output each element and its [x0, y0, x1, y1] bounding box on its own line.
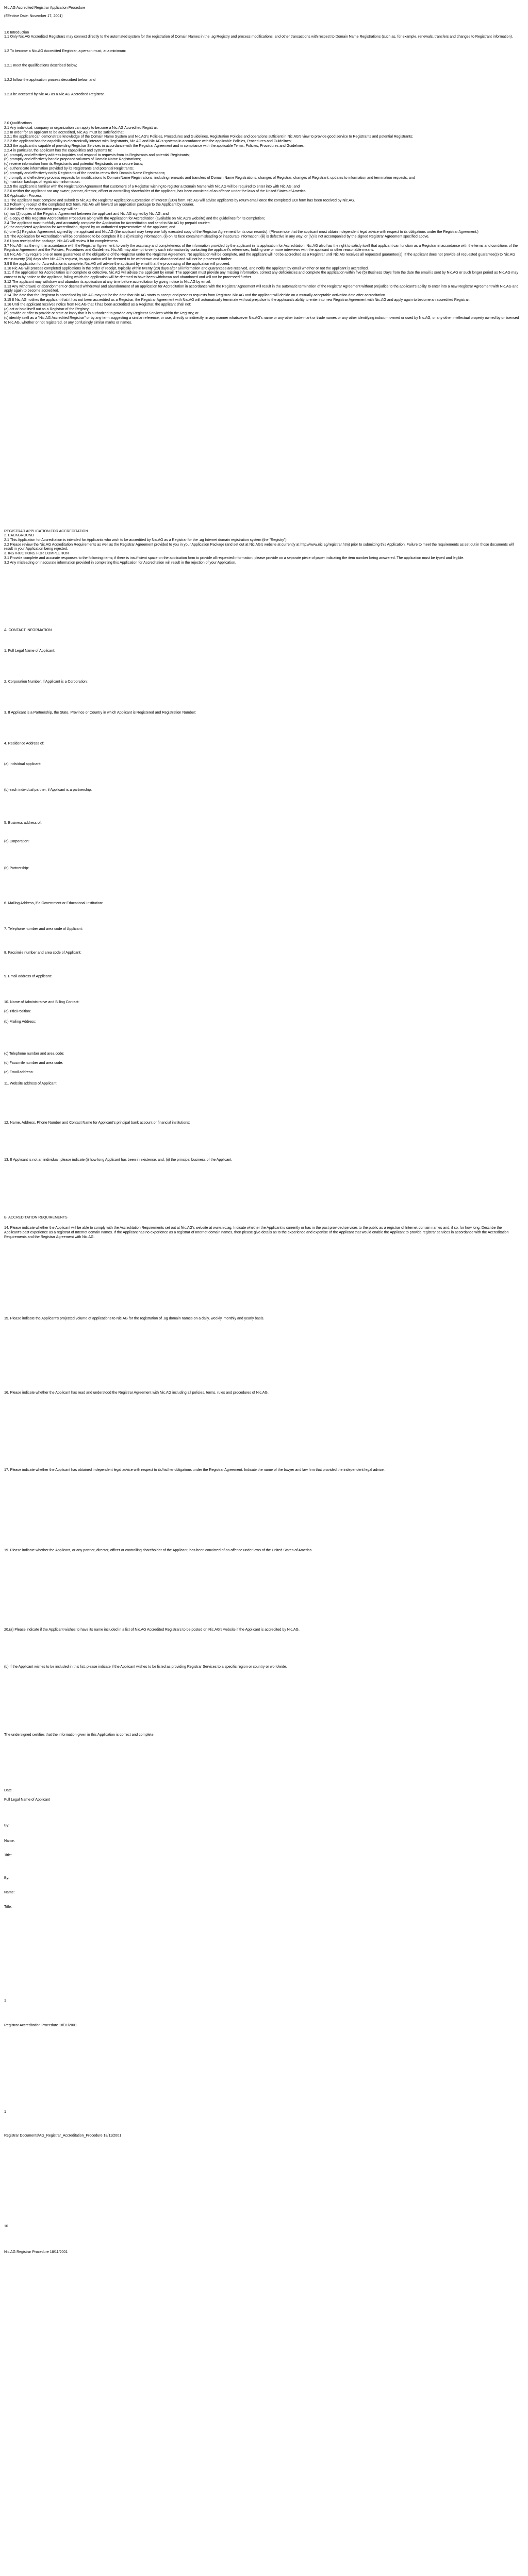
field-telephone: 7. Telephone number and area code of Applicant:: [4, 927, 83, 931]
field-admin-facsimile: (d) Facsimile number and area code:: [4, 1061, 63, 1065]
certification-legal-name: Full Legal Name of Applicant: [4, 1798, 51, 1802]
certification-date: Date: [4, 1789, 12, 1792]
certification-statement: The undersigned certifies that the information given in this Application is correct and complete.: [4, 1733, 155, 1737]
contact-heading: A. CONTACT INFORMATION: [4, 629, 52, 632]
qualifications-section: 2.0 Qualifications 2.1 Any individual, company or organization can apply to become a Nic.AG Accredited Registrar. 2.2 In order for an applicant to be accredited, Nic.AG must be satisfied that: 2.2.1 the applicant can demonstrate knowledge of the Domain Name System and Nic.AG's Policies, Procedures and Guidelines, Registration Policies and operations sufficient in Nic.AG's view to provide good service to Registrants and potential Registrants; 2.2.2 the applicant has the capability to electronically interact with Registrants, Nic.AG and Nic.AG's systems in accordance with the applicable Policies, Procedures and Guidelines; 2.2.3 the applicant is capable of providing Registrar Services in accordance with the Registrar Agreement and in compliance with the applicable Terms, Policies, Procedures and Guidelines; 2.2.4 in particular, the applicant has the capabilities and systems to: (a) promptly and effectively address inquiries and respond to requests from its Registrants and potential Registrants; (b) promptly and effectively handle proposed volumes of Domain Name Registrations; (c) receive information from its Registrants and potential Registrants on a secure basis; (d) authenticate information provided by its Registrants and potential Registrants; (e) promptly and effectively notify Registrants of the need to renew their Domain Name Registrations; (f) promptly and effectively process requests for modifications to Domain Name Registrations, including renewals and transfers of Domain Name Registrations, changes of Registrar, changes of Registrant, updates to information and termination requests; and (g) maintain backups of registration information. 2.2.5 the applicant is familiar with the Registration Agreement that customers of a Registrar wishing to register a Domain Name with Nic.AG will be required to enter into with Nic.AG; and 2.2.6 neither the applicant nor any owner, partner, director, officer or controlling shareholder of the applicant, has been convicted of an offence under the laws of the United States of America. 3.0 Application Process 3.1 The applicant must complete and submit to Nic.AG the Registrar Application Expression of Interest (EOI) form. Nic.AG will advise applicants by return email once the completed EOI form has been received by Nic.AG. 3.2 Following receipt of the completed EOI form, Nic.AG will forward an application package to the Applicant by courier. 3.3 Included in the application package will be: (a) two (2) copies of the Registrar Agreement between the applicant and Nic.AG signed by Nic.AG; and (b) a copy of this Registrar Accreditation Procedure along with the Application for Accreditation (available on Nic.AG's website) and the guidelines for its completion; 3.4 The applicant must truthfully and accurately complete the Application for Accreditation and send to Nic.AG by prepaid courier: (a) the completed Application for Accreditation, signed by an authorized representative of the applicant; and (b) one (1) Registrar Agreement, signed by the applicant and Nic.AG (the applicant may keep one fully executed copy of the Registrar Agreement for its own records). (Please note that the applicant must obtain independent legal advice with respect to its obligations under the Registrar Agreement.) 3.5 The Application for Accreditation will be considered to be complete if it is (i) missing information, (ii) on its face contains misleading or inaccurate information; (iii) is defective in any way; or (iv) is not accompanied by the signed Registrar Agreement specified above. 3.6 Upon receipt of the package, Nic.AG will review it for completeness. 3.7 Nic.AG has the right, in accordance with the Registrar Agreement, to verify the accuracy and completeness of the information provided by the applicant in its application for Accreditation. Nic.AG also has the right to satisfy itself that applicant can function as a Registrar in accordance with the terms and conditions of the Registrar Agreement and the Policies, Procedures and Guidelines. Nic.AG may attempt to verify such information by contacting the applicant's references, holding one or more interviews with the applicant or other reasonable means. 3.8 Nic.AG may require one or more guarantees of the obligations of the Registrar under the Registrar Agreement. No application will be complete, and the applicant will not be accredited as a Registrar until Nic.AG receives all requested guarantee(s). If the applicant does not provide all requested guarantee(s) to Nic.AG within twenty (20) days after Nic.AG's request, its application will be deemed to be withdrawn and abandoned and will not be processed further. 3.9 If the application for Accreditation is complete, Nic.AG will advise the applicant by email that the processing of the application will proceed. 3.10 Nic.AG will process completed applications in the order of receipt, typically within twenty (20) days after all information and guarantees are received, and notify the applicant by email whether or not the applicant is accredited. 3.11 If the application for Accreditation is incomplete or defective, Nic.AG will advise the applicant by email. The applicant must provide any missing information, correct any deficiencies and complete the application within five (5) Business Days from the date the email is sent by Nic.AG or such longer period as Nic.AG may consent to by notice to the applicant, failing which the application will be deemed to have been withdrawn and abandoned and will not be processed further. 3.12 The applicant may withdraw and abandon its application at any time before accreditation by giving notice to Nic.AG by email. 3.13 Any withdrawal or abandonment or deemed withdrawal and abandonment of an application for Accreditation in accordance with the Registrar Agreement will result in the automatic termination of the Registrar Agreement without prejudice to the applicant's ability to enter into a new Registrar Agreement with Nic.AG and apply again to become accredited. 3.14 The date that the Registrar is accredited by Nic.AG may not be the date that Nic.AG starts to accept and process requests from Registrar. Nic.AG and the applicant will decide on a mutually acceptable activation date after accreditation. 3.15 If Nic.AG notifies the applicant that it has not been accredited as a Registrar, the Registrar Agreement with Nic.AG will automatically terminate without prejudice to the applicant's ability to enter into new Registrar Agreement with Nic.AG and apply again to become an accredited Registrar. 3.16 Until the applicant receives notice from Nic.AG that it has been accredited as a Registrar, the applicant shall not: (a) act or hold itself out as a Registrar of the Registry; (b) provide or offer to provide or state or imply that it is authorized to provide any Registrar Services within the Registry; or (c) identify itself as a "Nic.AG Accredited Registrar" or by any term suggesting a similar reference, or use, directly or indirectly, in any manner whatsoever Nic.AG's name or any other trade-mark or trade names or any other identifying indicium owned or used by Nic.AG, or any other intellectual property owned by or licensed to Nic.AG, whether or not registered, or any confusingly similar marks or names.: [4, 122, 519, 325]
question-17: 17. Please indicate whether the Applicant has obtained independent legal advice with respect to its/his/her obligations under the Registrar Agreement. Indicate the name of the lawyer and law firm that provided the independent legal advice.: [4, 1468, 385, 1472]
field-admin-telephone: (c) Telephone number and area code:: [4, 1052, 64, 1056]
page-number-1: 1: [4, 1999, 6, 2003]
field-website: 11. Website address of Applicant:: [4, 1082, 58, 1086]
question-19: 19. Please indicate whether the Applicant, or any partner, director, officer or controlling shareholder of the Applicant, has been convicted of an offence under laws of the United States of America.: [4, 1549, 313, 1552]
footer-line-1: Registrar Accreditation Procedure 18/11/2001: [4, 2024, 77, 2027]
intro-1-2: 1.2 To become a Nic.AG Accredited Registrar, a person must, at a minimum:: [4, 49, 126, 53]
intro-heading: 1.0 Introduction: [4, 31, 29, 35]
field-partnership-registration: 3. If Applicant is a Partnership, the State, Province or Country in which Applicant is Registered and Registration Number:: [4, 711, 196, 715]
question-15: 15. Please indicate the Applicant's projected volume of applications to Nic.AG for the registration of .ag domain names on a daily, weekly, monthly and yearly basis.: [4, 1317, 265, 1320]
field-admin-title: (a) Title/Position:: [4, 1010, 31, 1013]
field-partnership-address: (b) Partnership:: [4, 867, 29, 870]
signature-title-2: Title:: [4, 1905, 12, 1909]
question-20b: (b) If the Applicant wishes to be included in this list, please indicate if the Applicant wishes to be listed as providing Registrar Services to a specific region or country or worldwide.: [4, 1665, 287, 1669]
field-residence-address: 4. Residence Address of:: [4, 742, 44, 745]
intro-1-2-2: 1.2.2 follow the application process described below; and: [4, 78, 96, 82]
intro-1-2-3: 1.2.3 be accepted by Nic.AG as a Nic.AG Accredited Registrar.: [4, 93, 105, 96]
application-heading: REGISTRAR APPLICATION FOR ACCREDITATION: [4, 530, 88, 533]
field-email: 9. Email address of Applicant:: [4, 975, 52, 978]
page-number-3: 10: [4, 2225, 8, 2228]
field-admin-contact: 10. Name of Administrative and Billing Contact:: [4, 1001, 79, 1004]
question-14: 14. Please indicate whether the Applicant will be able to comply with the Accreditation Requirements set out at Nic.AG's website at www.nic.ag. Indicate whether the Applicant is currently or has in the past provided services to the public as a registrar of Internet domain names and, if so, for how long. Describe the Applicant's past experience as a registrar of Internet domain names. If the Applicant has no experience as a registrar of Internet domain names, then please give details as to the experience and expertise of the Applicant that would enable the Applicant to provide registrar services in accordance with the Accreditation Requirements and the Registrar Agreement with Nic.AG.: [4, 1226, 509, 1239]
field-corporation-address: (a) Corporation:: [4, 840, 30, 843]
field-full-legal-name: 1. Full Legal Name of Applicant:: [4, 649, 55, 653]
field-individual-partner: (b) each individual partner, if Applicant is a partnership:: [4, 788, 92, 792]
field-corporation-number: 2. Corporation Number, if Applicant is a Corporation:: [4, 680, 88, 684]
background-section: 2. BACKGROUND 2.1 This Application for Accreditation is intended for Applicants who wish to be accredited by Nic.AG as a Registrar for the .ag Internet domain registration system (the "Registry"). 2.2 Please review the Nic.AG Accreditation Requirements as well as the Registrar Agreement provided to you in your Application Package (and set out at Nic.AG's website at currently at http://www.nic.ag/registrar.htm) prior to submitting this Application. Failure to meet the requirements as set out in those documents will result in your Application being rejected. 3. INSTRUCTIONS FOR COMPLETION 3.1 Provide complete and accurate responses to the following items; if there is insufficient space on the application form to provide all requested information, please provide on a separate piece of paper indicating the item number being answered. The application must be typed and legible. 3.2 Any misleading or inaccurate information provided in completing this Application for Accreditation will result in the rejection of your Application.: [4, 534, 514, 565]
signature-by-2: By:: [4, 1876, 10, 1880]
field-mailing-address: 6. Mailing Address, if a Government or Educational Institution:: [4, 902, 103, 905]
signature-title-1: Title:: [4, 1854, 12, 1857]
field-individual-applicant: (a) Individual applicant:: [4, 762, 41, 766]
question-20a: 20.(a) Please indicate if the Applicant wishes to have its name included in a list of Nic.AG Accredited Registrars to be posted on Nic.AG's website if the Applicant is accredited by Nic.AG.: [4, 1628, 300, 1632]
intro-1-1: 1.1 Only Nic.AG Accredited Registrars may connect directly to the automated system for the registration of Domain Names in the .ag Registry and process modifications, and other transactions with respect to Domain Name Registrations (such as, for example, renewals, transfers and changes to Registrant information).: [4, 35, 513, 39]
intro-1-2-1: 1.2.1 meet the qualifications described below;: [4, 64, 77, 67]
field-admin-email: (e) Email address:: [4, 1071, 34, 1074]
signature-name-2: Name:: [4, 1891, 15, 1894]
field-admin-mailing: (b) Mailing Address:: [4, 1020, 36, 1024]
page-number-2: 1: [4, 2110, 6, 2114]
field-bank-account: 12. Name, Address, Phone Number and Contact Name for Applicant's principal bank account or financial institutions:: [4, 1121, 190, 1125]
document-title: Nic.AG Accredited Registrar Application Procedure: [4, 6, 86, 10]
footer-line-3: Nic.AG Registrar Procedure 18/11/2001: [4, 2250, 68, 2254]
question-16: 16. Please indicate whether the Applicant has read and understood the Registrar Agreement with Nic.AG including all policies, terms, rules and procedures of Nic.AG.: [4, 1391, 269, 1395]
field-facsimile: 8. Facsimile number and area code of Applicant:: [4, 951, 81, 955]
field-business-address: 5. Business address of:: [4, 821, 42, 825]
effective-date: (Effective Date: November 17, 2001): [4, 14, 63, 18]
accreditation-heading: B. ACCREDITATION REQUIREMENTS: [4, 1216, 68, 1219]
signature-name-1: Name:: [4, 1839, 15, 1843]
field-existence-business: 13. If Applicant is not an individual, please indicate (i) how long Applicant has been in existence, and, (ii) the principal business of the Applicant.: [4, 1158, 233, 1162]
footer-line-2: Registrar Documents\AG_Registrar_Accreditation_Procedure 18/11/2001: [4, 2134, 122, 2138]
signature-by-1: By:: [4, 1824, 10, 1827]
